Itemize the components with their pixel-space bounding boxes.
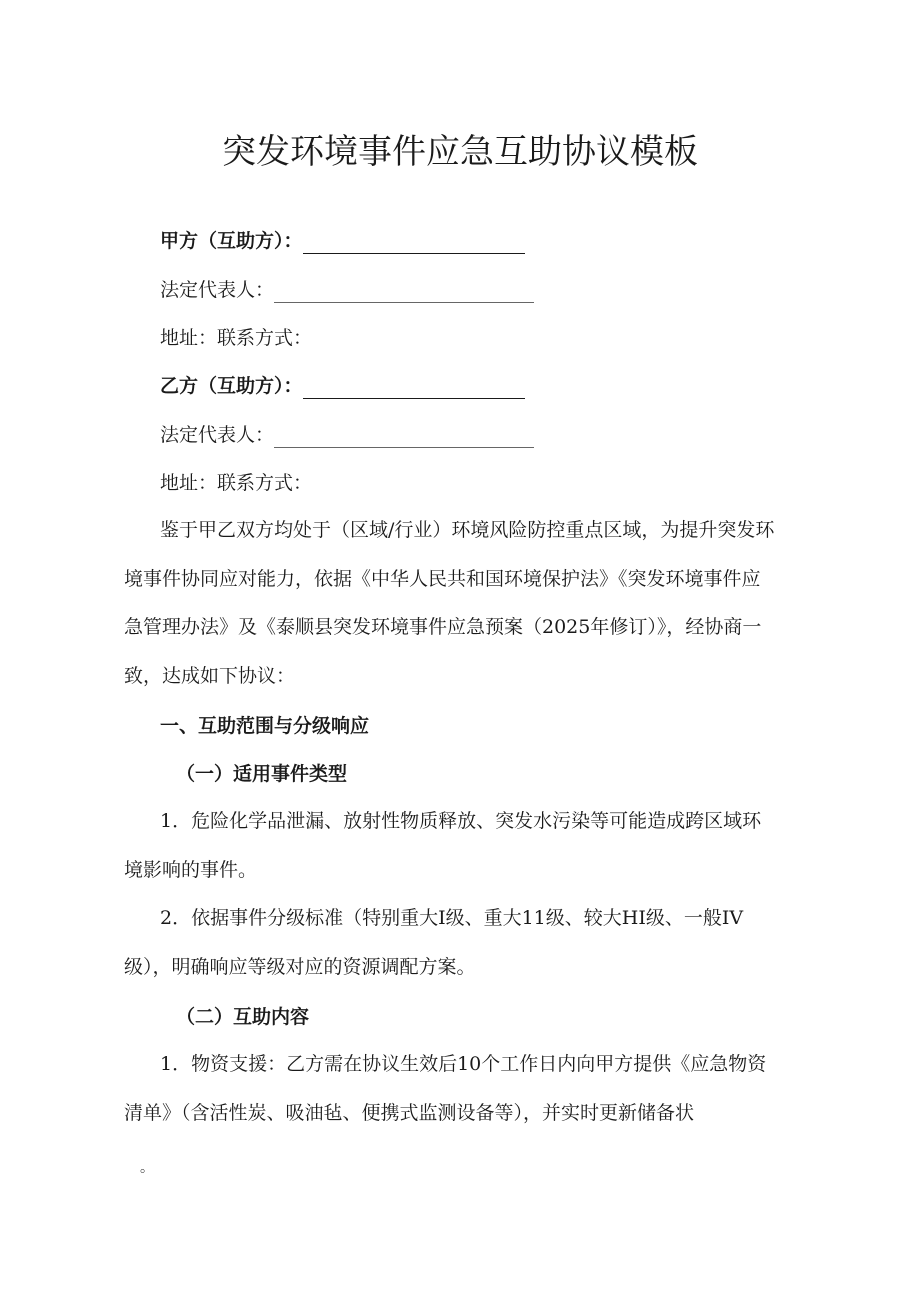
trailing-mark: 。 xyxy=(140,1160,154,1176)
party-b-rep-blank[interactable] xyxy=(274,427,534,448)
party-b-blank[interactable] xyxy=(303,378,525,399)
subsection-1-item-1 xyxy=(124,797,780,894)
party-b-label: 乙方（互助方）： xyxy=(160,375,303,397)
party-a-line xyxy=(160,228,525,254)
item-1-line-1: 1．危险化学品泄漏、放射性物质释放、突发水污染等可能造成跨区域环 xyxy=(160,810,762,832)
party-a-address-line: 地址：联系方式： xyxy=(160,327,313,349)
preamble-line-3: 急管理办法》及《泰顺县突发环境事件应急预案（2025年修订）》，经协商一 xyxy=(124,616,762,638)
subsection-2-item-1 xyxy=(124,1040,780,1137)
section-1-heading: 一、互助范围与分级响应 xyxy=(160,715,370,737)
party-a-rep-label: 法定代表人： xyxy=(160,279,275,301)
party-a-rep-blank[interactable] xyxy=(274,282,534,303)
party-b-line xyxy=(160,373,525,399)
subsection-2-heading: （二）互助内容 xyxy=(176,1006,310,1028)
subsection-1-item-2 xyxy=(124,894,780,991)
party-b-rep-line xyxy=(160,422,534,448)
preamble-line-1: 鉴于甲乙双方均处于（区域/行业）环境风险防控重点区域，为提升突发环 xyxy=(160,519,775,541)
subsection-1-heading: （一）适用事件类型 xyxy=(176,763,348,785)
party-a-blank[interactable] xyxy=(303,233,525,254)
party-b-rep-label: 法定代表人： xyxy=(160,424,275,446)
party-a-label: 甲方（互助方）： xyxy=(160,230,303,252)
item-2-line-2: 级），明确响应等级对应的资源调配方案。 xyxy=(124,955,476,978)
party-b-address-line: 地址：联系方式： xyxy=(160,472,313,494)
item-1-line-2: 境影响的事件。 xyxy=(124,858,258,881)
sub2-item-1-line-2: 清单》（含活性炭、吸油毡、便携式监测设备等），并实时更新储备状 xyxy=(124,1101,695,1124)
preamble-paragraph xyxy=(124,506,780,700)
preamble-line-4: 致，达成如下协议： xyxy=(124,664,296,687)
document-title: 突发环境事件应急互助协议模板 xyxy=(222,132,698,172)
party-a-rep-line xyxy=(160,277,534,303)
sub2-item-1-line-1: 1．物资支援：乙方需在协议生效后10个工作日内向甲方提供《应急物资 xyxy=(160,1053,767,1075)
preamble-line-2: 境事件协同应对能力，依据《中华人民共和国环境保护法》《突发环境事件应 xyxy=(124,567,761,590)
item-2-line-1: 2．依据事件分级标准（特别重大I级、重大11级、较大HI级、一般IV xyxy=(160,907,744,929)
